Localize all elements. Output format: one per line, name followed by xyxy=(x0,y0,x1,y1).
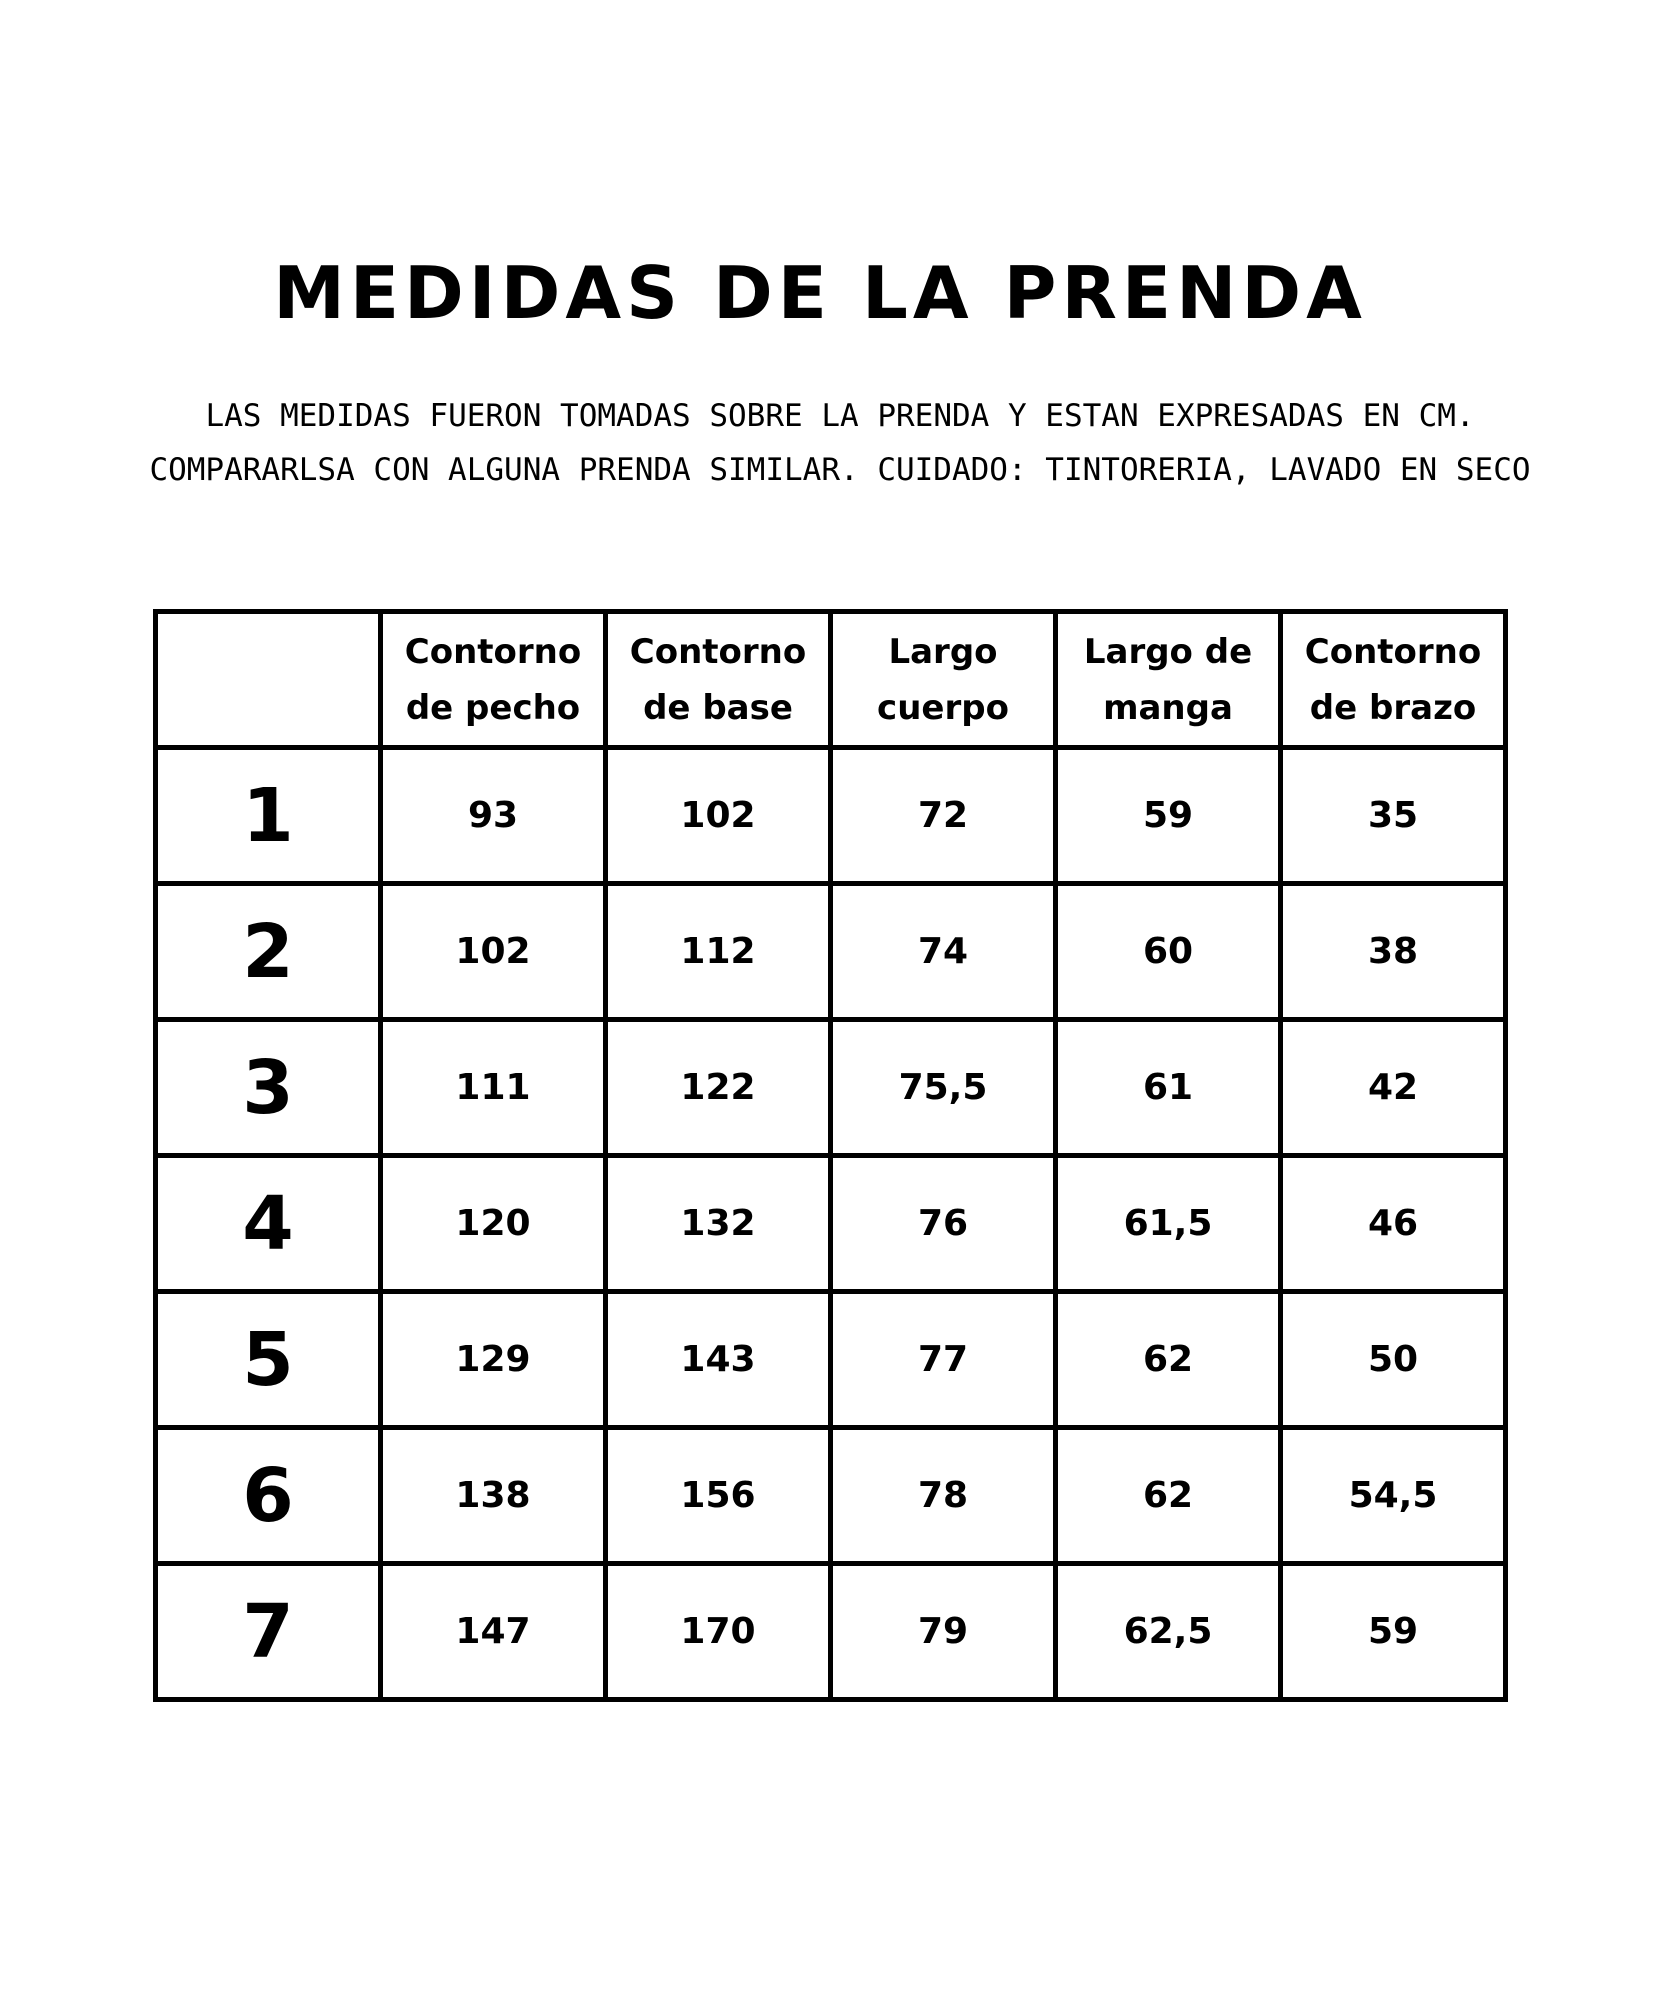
cell-contorno-base: 102 xyxy=(606,748,831,884)
cell-largo-cuerpo: 78 xyxy=(831,1428,1056,1564)
header-largo-cuerpo xyxy=(831,612,1056,748)
header-line: manga xyxy=(1103,687,1233,728)
cell-largo-manga: 61 xyxy=(1056,1020,1281,1156)
cell-contorno-base: 170 xyxy=(606,1564,831,1700)
header-line: Contorno xyxy=(404,631,582,672)
table-row xyxy=(156,1564,1506,1700)
header-contorno-brazo xyxy=(1281,612,1506,748)
measurement-notes xyxy=(0,389,1680,497)
cell-largo-cuerpo: 76 xyxy=(831,1156,1056,1292)
cell-contorno-brazo: 42 xyxy=(1281,1020,1506,1156)
header-line: cuerpo xyxy=(877,687,1009,728)
cell-largo-manga: 61,5 xyxy=(1056,1156,1281,1292)
header-contorno-pecho xyxy=(381,612,606,748)
cell-contorno-pecho: 129 xyxy=(381,1292,606,1428)
table-row xyxy=(156,1428,1506,1564)
size-label: 4 xyxy=(156,1156,381,1292)
cell-contorno-pecho: 111 xyxy=(381,1020,606,1156)
cell-contorno-base: 156 xyxy=(606,1428,831,1564)
cell-contorno-brazo: 54,5 xyxy=(1281,1428,1506,1564)
cell-contorno-pecho: 147 xyxy=(381,1564,606,1700)
cell-contorno-pecho: 93 xyxy=(381,748,606,884)
cell-largo-cuerpo: 77 xyxy=(831,1292,1056,1428)
cell-largo-cuerpo: 75,5 xyxy=(831,1020,1056,1156)
cell-contorno-base: 132 xyxy=(606,1156,831,1292)
cell-contorno-pecho: 120 xyxy=(381,1156,606,1292)
cell-contorno-brazo: 46 xyxy=(1281,1156,1506,1292)
cell-contorno-brazo: 38 xyxy=(1281,884,1506,1020)
cell-contorno-brazo: 35 xyxy=(1281,748,1506,884)
size-label: 5 xyxy=(156,1292,381,1428)
cell-contorno-pecho: 102 xyxy=(381,884,606,1020)
page-title: MEDIDAS DE LA PRENDA xyxy=(273,251,1367,335)
header-row xyxy=(156,612,1506,748)
table-row xyxy=(156,1020,1506,1156)
cell-contorno-brazo: 59 xyxy=(1281,1564,1506,1700)
header-line: Largo xyxy=(888,631,998,672)
table-row xyxy=(156,884,1506,1020)
corner-cell xyxy=(156,612,381,748)
header-line: de base xyxy=(643,687,793,728)
header-line: Contorno xyxy=(1304,631,1482,672)
cell-largo-manga: 62,5 xyxy=(1056,1564,1281,1700)
table-row xyxy=(156,1292,1506,1428)
cell-largo-cuerpo: 72 xyxy=(831,748,1056,884)
size-label: 6 xyxy=(156,1428,381,1564)
cell-contorno-base: 122 xyxy=(606,1020,831,1156)
size-label: 7 xyxy=(156,1564,381,1700)
header-largo-manga xyxy=(1056,612,1281,748)
size-chart-table xyxy=(153,609,1508,1702)
size-label: 2 xyxy=(156,884,381,1020)
cell-largo-cuerpo: 74 xyxy=(831,884,1056,1020)
cell-contorno-base: 143 xyxy=(606,1292,831,1428)
cell-contorno-base: 112 xyxy=(606,884,831,1020)
notes-line-2: COMPARARLSA CON ALGUNA PRENDA SIMILAR. CUIDADO: TINTORERIA, LAVADO EN SECO xyxy=(149,452,1531,488)
table-row xyxy=(156,1156,1506,1292)
table-row xyxy=(156,748,1506,884)
header-line: Contorno xyxy=(629,631,807,672)
cell-contorno-pecho: 138 xyxy=(381,1428,606,1564)
cell-largo-manga: 60 xyxy=(1056,884,1281,1020)
cell-largo-manga: 59 xyxy=(1056,748,1281,884)
cell-largo-manga: 62 xyxy=(1056,1292,1281,1428)
size-label: 1 xyxy=(156,748,381,884)
cell-largo-manga: 62 xyxy=(1056,1428,1281,1564)
header-line: de brazo xyxy=(1309,687,1477,728)
cell-largo-cuerpo: 79 xyxy=(831,1564,1056,1700)
header-contorno-base xyxy=(606,612,831,748)
notes-line-1: LAS MEDIDAS FUERON TOMADAS SOBRE LA PRENDA Y ESTAN EXPRESADAS EN CM. xyxy=(205,398,1475,434)
header-line: Largo de xyxy=(1083,631,1253,672)
header-line: de pecho xyxy=(405,687,581,728)
size-label: 3 xyxy=(156,1020,381,1156)
cell-contorno-brazo: 50 xyxy=(1281,1292,1506,1428)
